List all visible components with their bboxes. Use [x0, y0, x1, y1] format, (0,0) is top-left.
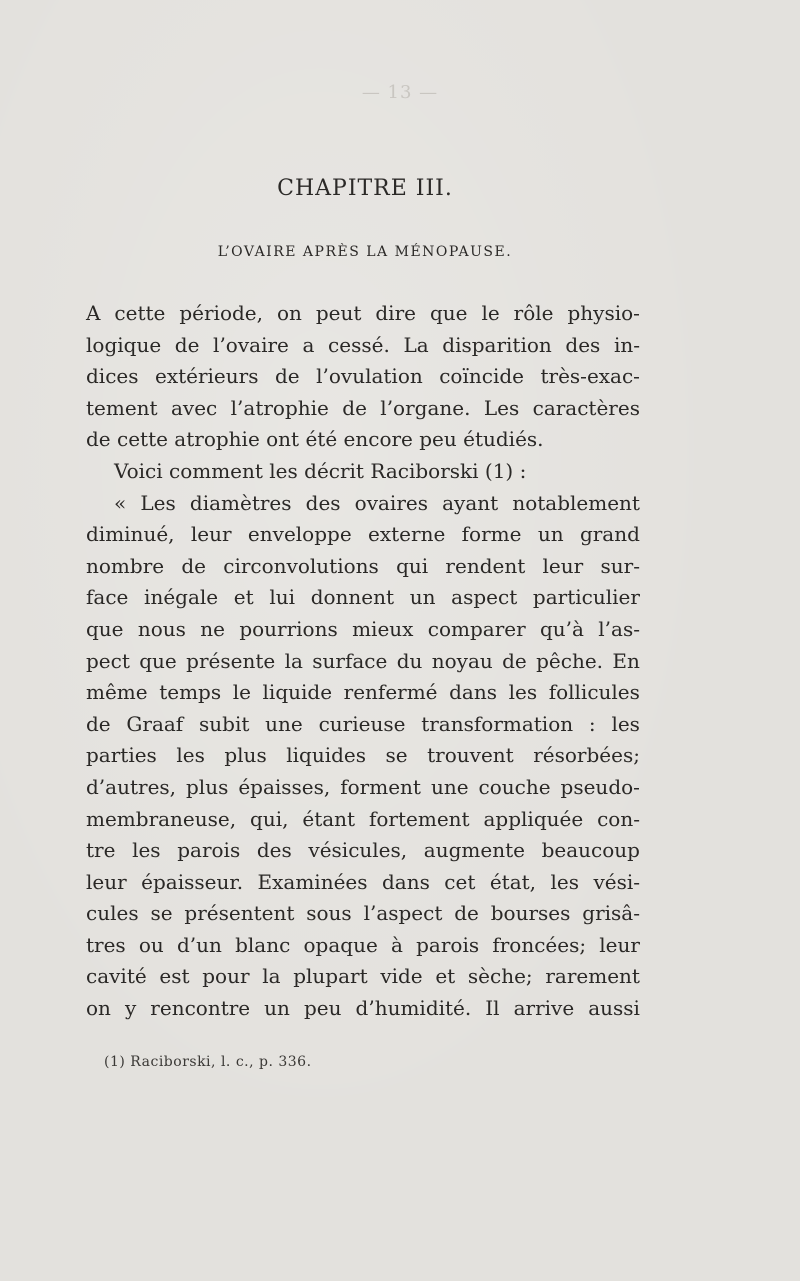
- text-line: tement avec l’atrophie de l’organe. Les caractères: [86, 395, 640, 420]
- text-line: A cette période, on peut dire que le rôle physio-: [86, 301, 640, 325]
- text-line: tres ou d’un blanc opaque à parois froncées; leur: [86, 932, 640, 957]
- text-line: face inégale et lui donnent un aspect particulier: [86, 585, 640, 610]
- text-line: parties les plus liquides se trouvent résorbées;: [86, 743, 640, 768]
- body-text: [86, 298, 640, 1025]
- text-line: pect que présente la surface du noyau de pêche. En: [86, 648, 640, 673]
- footnote: (1) Raciborski, l. c., p. 336.: [104, 1054, 312, 1070]
- text-line: logique de l’ovaire a cessé. La disparition des in-: [86, 332, 640, 357]
- text-line: leur épaisseur. Examinées dans cet état, les vési-: [86, 869, 640, 894]
- text-line: cavité est pour la plupart vide et sèche; rarement: [86, 964, 640, 989]
- text-line: de Graaf subit une curieuse transformation : les: [86, 711, 640, 736]
- text-line: nombre de circonvolutions qui rendent leur sur-: [86, 553, 640, 578]
- text-line: diminué, leur enveloppe externe forme un grand: [86, 522, 640, 547]
- text-line: membraneuse, qui, étant fortement appliquée con-: [86, 806, 640, 831]
- text-line: Voici comment les décrit Raciborski (1) :: [114, 458, 527, 483]
- text-line: cules se présentent sous l’aspect de bourses grisâ-: [86, 901, 640, 926]
- text-line: de cette atrophie ont été encore peu étudiés.: [86, 427, 544, 452]
- text-line: on y rencontre un peu d’humidité. Il arrive aussi: [86, 996, 640, 1021]
- section-title: L’OVAIRE APRÈS LA MÉNOPAUSE.: [217, 244, 513, 260]
- page-number: — 13 —: [361, 82, 439, 103]
- text-line: tre les parois des vésicules, augmente beaucoup: [86, 838, 640, 863]
- text-line: dices extérieurs de l’ovulation coïncide très-exac-: [86, 364, 640, 389]
- text-line: « Les diamètres des ovaires ayant notablement: [114, 490, 640, 515]
- text-line: même temps le liquide renfermé dans les follicules: [86, 680, 640, 705]
- text-line: d’autres, plus épaisses, forment une couche pseudo-: [86, 774, 640, 799]
- text-line: que nous ne pourrions mieux comparer qu’à l’as-: [86, 616, 640, 641]
- chapter-title: CHAPITRE III.: [277, 176, 453, 201]
